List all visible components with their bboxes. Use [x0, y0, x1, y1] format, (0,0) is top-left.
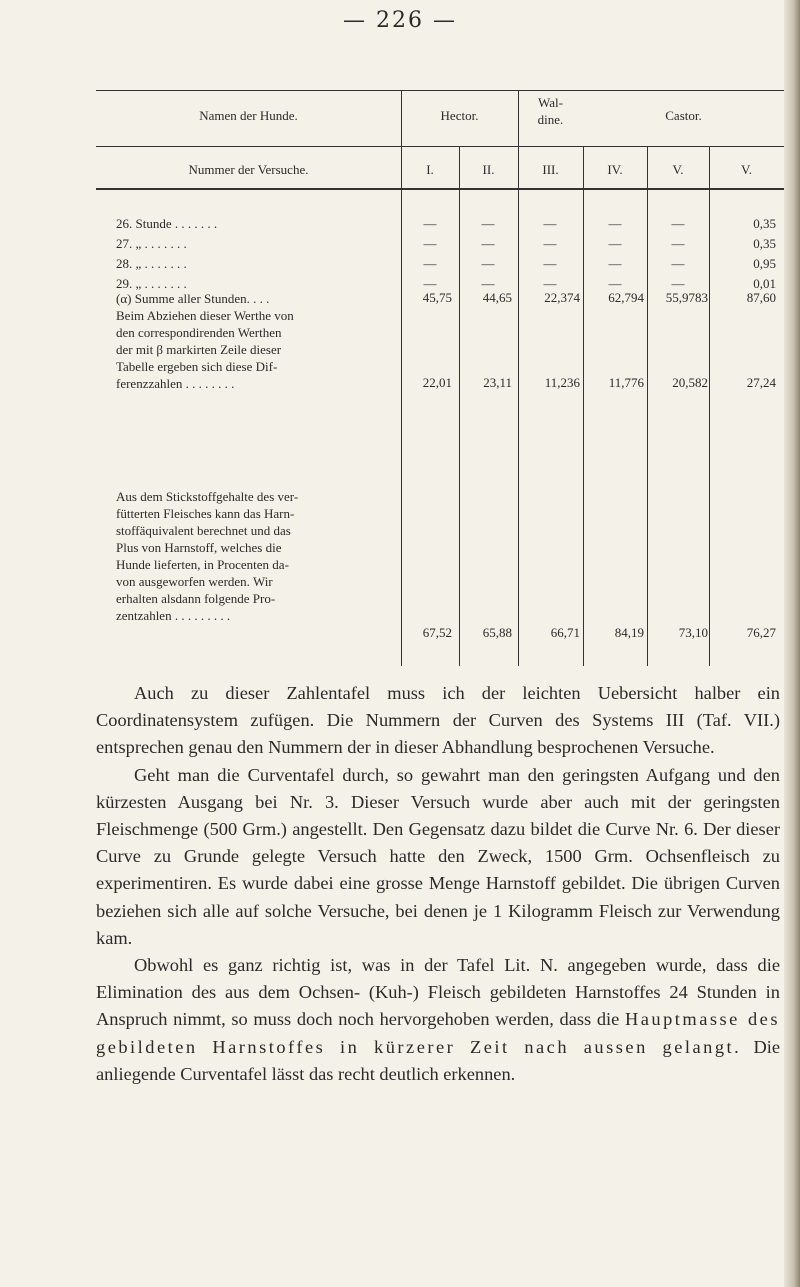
- paragraph-text: Obwohl es ganz richtig ist, was in der Tafel Lit. N. angegeben wurde, dass die Elimination des aus dem Ochsen- (Kuh-) Fleisch gebildeten Harnstoffes 24 Stunden in Anspruch nimmt, so muss doch noch hervorgehoben werden, dass die: [96, 955, 780, 1030]
- hour-row-label: 26. Stunde . . . . . . .: [116, 216, 218, 231]
- table-col-divider: [709, 146, 710, 666]
- page-edge-shadow: [784, 0, 800, 1287]
- hour-row-value: —: [423, 236, 437, 251]
- hour-row-value: —: [608, 256, 622, 271]
- hour-row-value: 0,01: [753, 276, 776, 291]
- paragraph: [96, 952, 780, 1088]
- table-col-divider: [459, 146, 460, 666]
- hour-row-value: —: [481, 236, 495, 251]
- col-header: III.: [542, 162, 559, 177]
- hour-row-value: —: [481, 216, 495, 231]
- table-rule-header: [96, 146, 784, 147]
- hour-row-value: —: [671, 216, 685, 231]
- table-value: 73,10: [678, 625, 708, 640]
- col-header: V.: [741, 162, 752, 177]
- table-value: 27,24: [746, 375, 776, 390]
- hour-row-value: —: [671, 236, 685, 251]
- nitrogen-description: Aus dem Stickstoffgehalte des ver- fütterten Fleisches kann das Harn- stoffäquivalent berechnet und das Plus von Harnstoff, welches die Hunde lieferten, in Procenten da- von ausgeworfen werden. Wir erhalten alsdann folgende Pro- zentzahlen . . . . . . . . .: [116, 489, 299, 623]
- hour-row-value: 0,95: [753, 256, 776, 271]
- table-col-divider: [583, 146, 584, 666]
- table-col-divider: [647, 146, 648, 666]
- table-rule-top: [96, 90, 784, 91]
- hour-row-value: —: [608, 276, 622, 291]
- table-value: 22,374: [544, 290, 580, 305]
- table-value: 76,27: [746, 625, 776, 640]
- table-value: 22,01: [422, 375, 452, 390]
- table-value: 11,236: [544, 375, 580, 390]
- table-rule-columns: [96, 188, 784, 190]
- col-header: IV.: [607, 162, 623, 177]
- hour-row-value: —: [671, 276, 685, 291]
- hour-row-value: —: [423, 216, 437, 231]
- sum-description: (α) Summe aller Stunden. . . . Beim Abziehen dieser Werthe von den correspondirenden Werthen der mit β markirten Zeile dieser Tabelle ergeben sich diese Dif- ferenzzahlen . . . . . . . .: [116, 291, 294, 391]
- page-number: — 226 —: [343, 8, 457, 33]
- table-value: 11,776: [608, 375, 644, 390]
- hour-row-value: —: [543, 236, 557, 251]
- col-header: V.: [672, 162, 684, 177]
- hour-row-value: —: [543, 256, 557, 271]
- header-dog-names: Namen der Hunde.: [199, 108, 298, 123]
- table-value: 55,9783: [665, 290, 708, 305]
- table-value: 44,65: [482, 290, 512, 305]
- hour-row-value: —: [481, 276, 495, 291]
- hour-row-value: —: [608, 216, 622, 231]
- table-value: 62,794: [608, 290, 644, 305]
- header-waldine: Wal- dine.: [537, 95, 564, 127]
- data-table: [96, 90, 784, 666]
- header-trial-number: Nummer der Versuche.: [188, 162, 309, 177]
- table-value: 45,75: [422, 290, 452, 305]
- hour-row-value: —: [423, 256, 437, 271]
- hour-row-value: 0,35: [753, 236, 776, 251]
- hour-row-value: —: [481, 256, 495, 271]
- emphasized-text: Hauptmasse des gebildeten Harnstoffes in kürzerer Zeit nach aussen gelangt.: [96, 1009, 780, 1057]
- hour-row-value: —: [608, 236, 622, 251]
- table-value: 67,52: [422, 625, 452, 640]
- hour-row-value: —: [423, 276, 437, 291]
- table-value: 23,11: [483, 375, 512, 390]
- col-header: II.: [482, 162, 495, 177]
- table-value: 20,582: [672, 375, 708, 390]
- hour-row-value: —: [543, 216, 557, 231]
- table-value: 84,19: [614, 625, 644, 640]
- table-value: 65,88: [482, 625, 512, 640]
- table-value: 66,71: [550, 625, 580, 640]
- paragraph-text: Die anliegende Curventafel lässt das recht deutlich erkennen.: [96, 1036, 781, 1084]
- hour-row-label: 29. „ . . . . . . .: [116, 276, 187, 291]
- hour-row-value: 0,35: [753, 216, 776, 231]
- hour-row-value: —: [671, 256, 685, 271]
- paragraph: Geht man die Curventafel durch, so gewahrt man den geringsten Aufgang und den kürzesten Ausgang bei Nr. 3. Dieser Versuch wurde aber auch mit der geringsten Fleischmenge (500 Grm.) angestellt. Den Gegensatz dazu bildet die Curve Nr. 6. Der dieser Curve zu Grunde gelegte Versuch hatte den Zweck, 1500 Grm. Ochsenfleisch zu experimentiren. Es wurde dabei eine grosse Menge Harnstoff gebildet. Die übrigen Curven beziehen sich alle auf solche Versuche, bei denen je 1 Kilogramm Fleisch zur Verwendung kam.: [96, 764, 780, 948]
- header-hector: Hector.: [440, 108, 479, 123]
- header-castor: Castor.: [665, 108, 702, 123]
- paragraph: Auch zu dieser Zahlentafel muss ich der leichten Uebersicht halber ein Coordinatensystem zufügen. Die Nummern der Curven des Systems III (Taf. VII.) entsprechen genau den Nummern der in dieser Abhandlung besprochenen Versuche.: [96, 683, 780, 758]
- table-value: 87,60: [746, 290, 776, 305]
- hour-row-label: 27. „ . . . . . . .: [116, 236, 187, 251]
- hour-row-value: —: [543, 276, 557, 291]
- body-text: [96, 680, 780, 1088]
- col-header: I.: [426, 162, 434, 177]
- hour-row-label: 28. „ . . . . . . .: [116, 256, 187, 271]
